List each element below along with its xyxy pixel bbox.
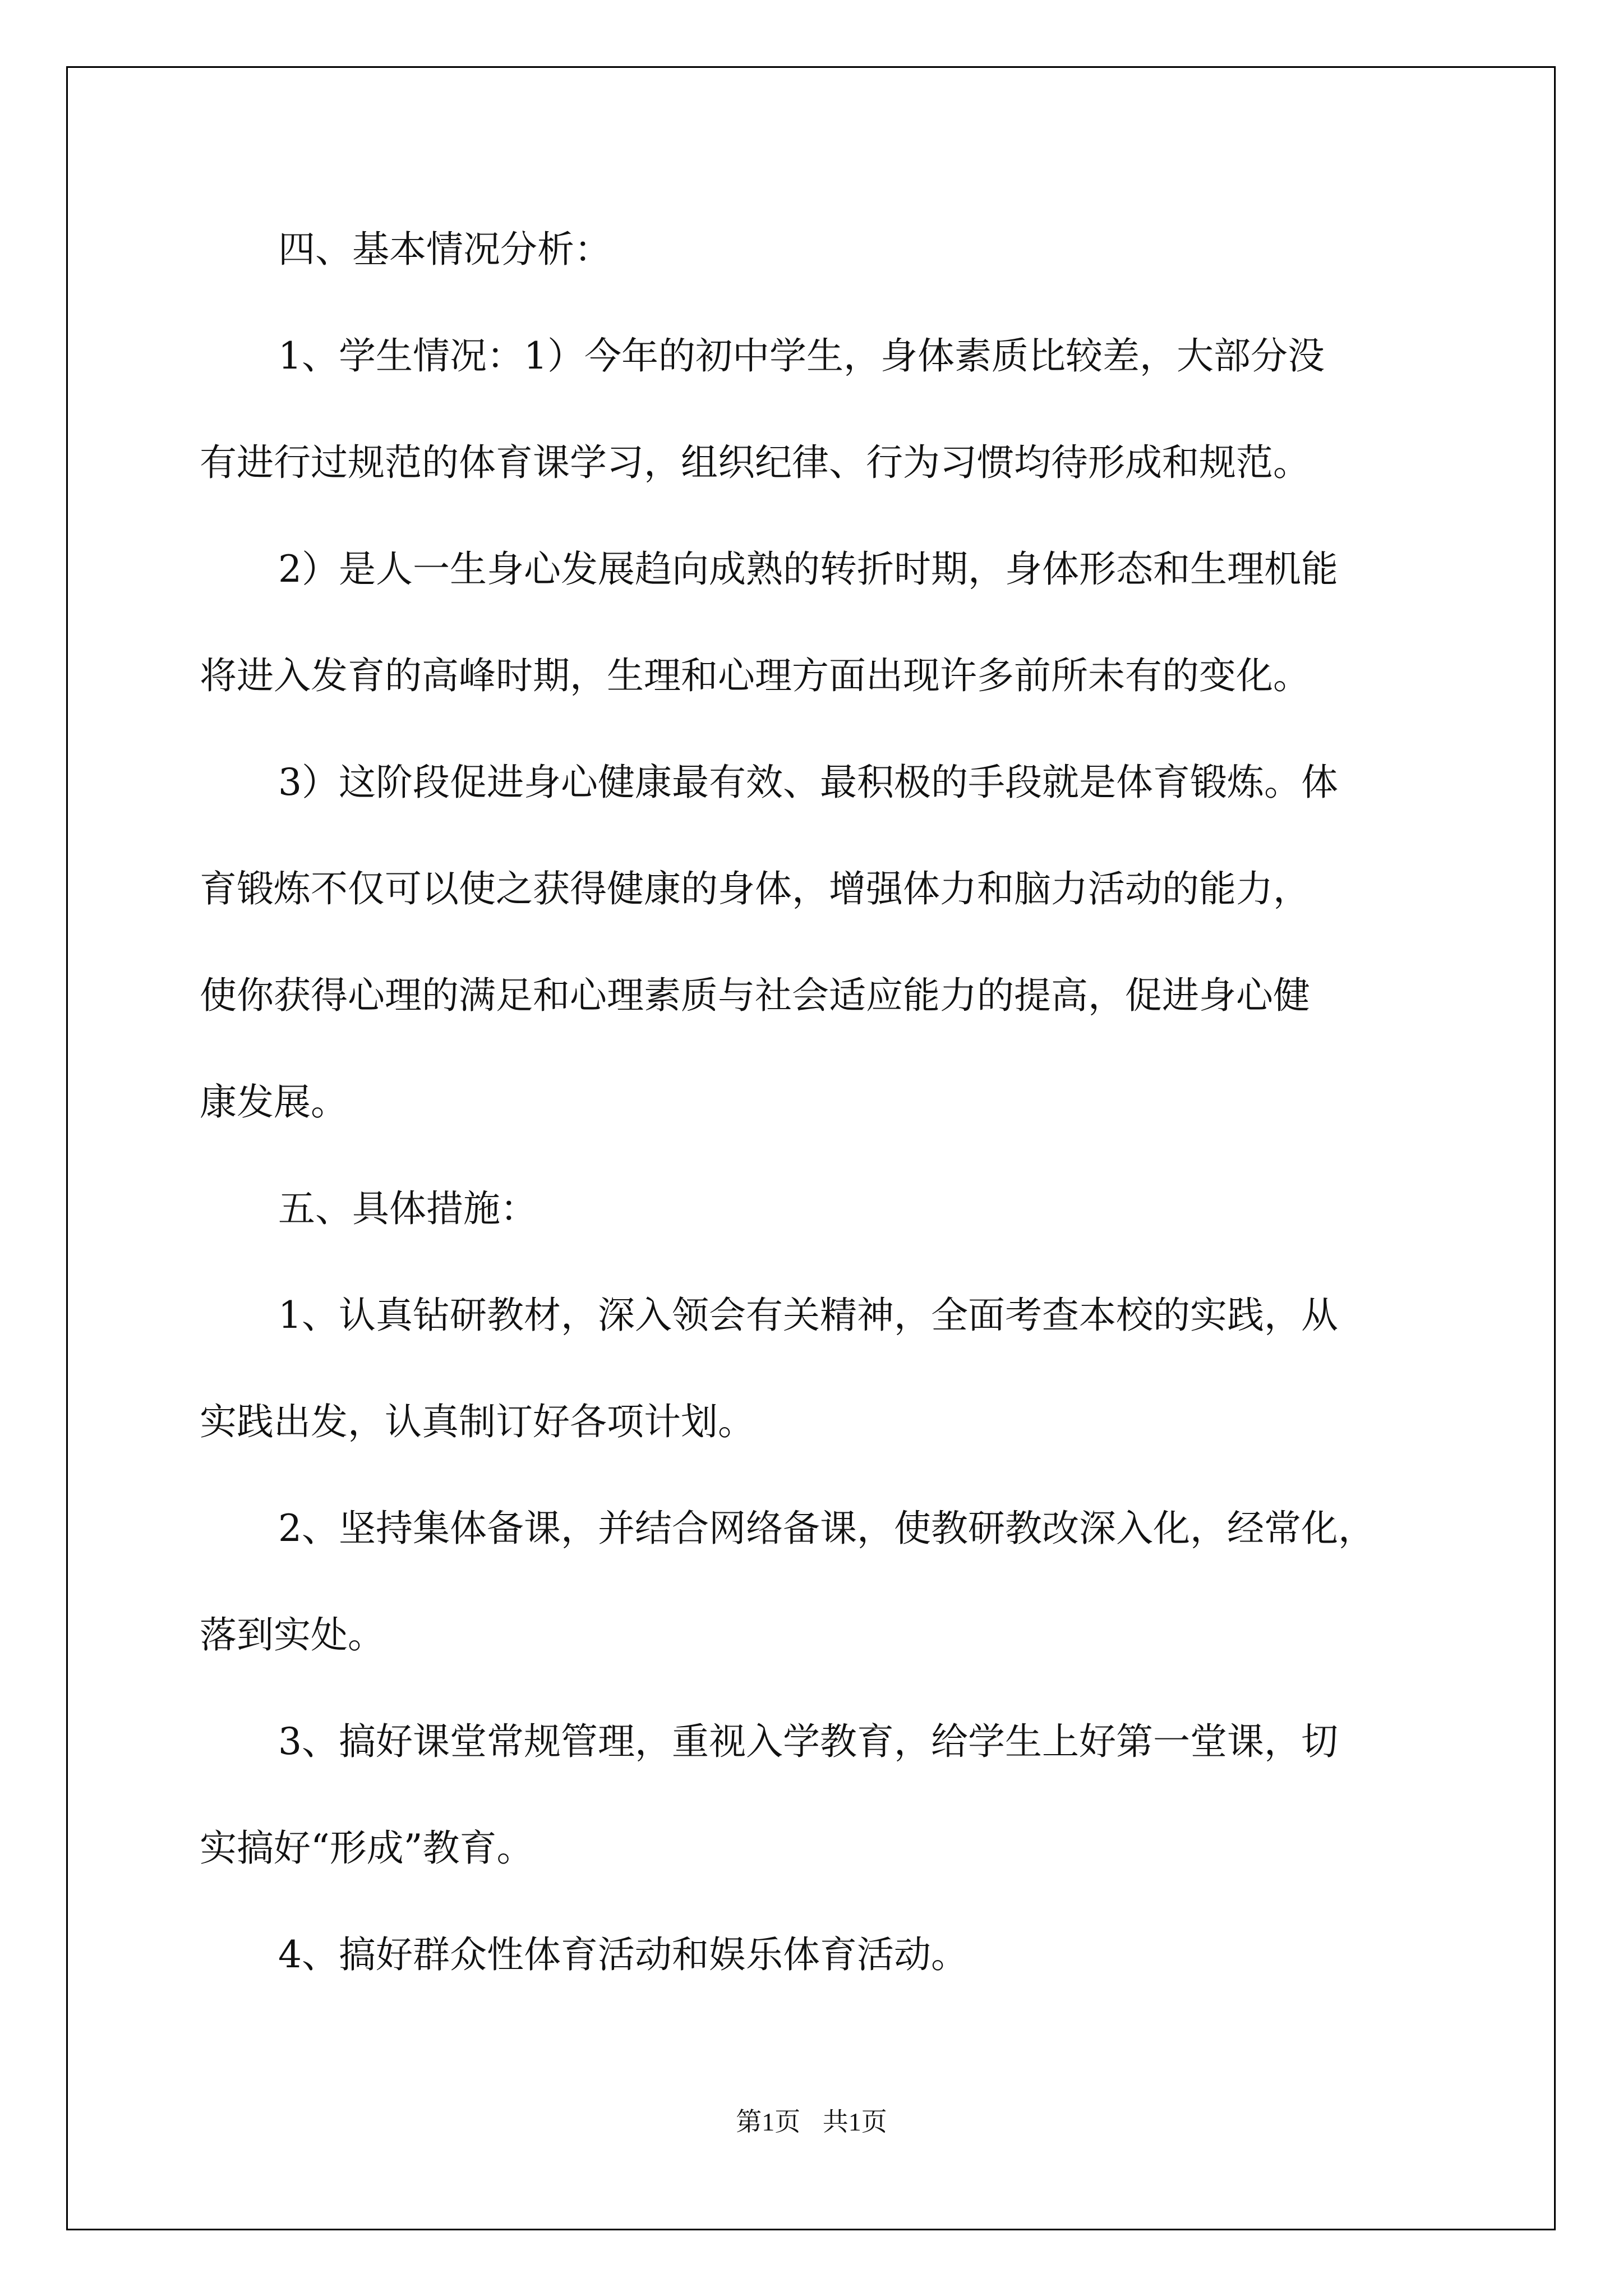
text-line: 2、坚持集体备课，并结合网络备课，使教研教改深入化，经常化， [278,1507,1375,1550]
text-line: 3、搞好课堂常规管理，重视入学教育，给学生上好第一堂课，切 [278,1720,1338,1763]
text-line: 康发展。 [200,1080,348,1124]
text-line: 1、学生情况：1）今年的初中学生，身体素质比较差，大部分没 [278,334,1325,378]
document-body [200,196,1433,2008]
page-footer [0,2101,1623,2138]
text-line: 育锻炼不仅可以使之获得健康的身体，增强体力和脑力活动的能力， [200,867,1310,910]
text-line: 1、认真钻研教材，深入领会有关精神，全面考查本校的实践，从 [278,1294,1338,1337]
text-line: 使你获得心理的满足和心理素质与社会适应能力的提高，促进身心健 [200,974,1310,1017]
text-line: 实搞好“形成”教育。 [200,1826,534,1870]
text-line: 将进入发育的高峰时期，生理和心理方面出现许多前所未有的变化。 [200,654,1310,697]
text-line: 落到实处。 [200,1613,385,1657]
text-line: 四、基本情况分析： [278,228,611,271]
total-pages: 共1页 [822,2108,887,2136]
page-number: 第1页 [736,2108,801,2136]
text-line: 有进行过规范的体育课学习，组织纪律、行为习惯均待形成和规范。 [200,441,1310,484]
text-line: 4、搞好群众性体育活动和娱乐体育活动。 [278,1933,968,1976]
text-line: 3）这阶段促进身心健康最有效、最积极的手段就是体育锻炼。体 [278,761,1338,804]
text-line: 实践出发，认真制订好各项计划。 [200,1400,755,1443]
text-line: 2）是人一生身心发展趋向成熟的转折时期，身体形态和生理机能 [278,547,1338,591]
text-line: 五、具体措施： [278,1187,537,1230]
